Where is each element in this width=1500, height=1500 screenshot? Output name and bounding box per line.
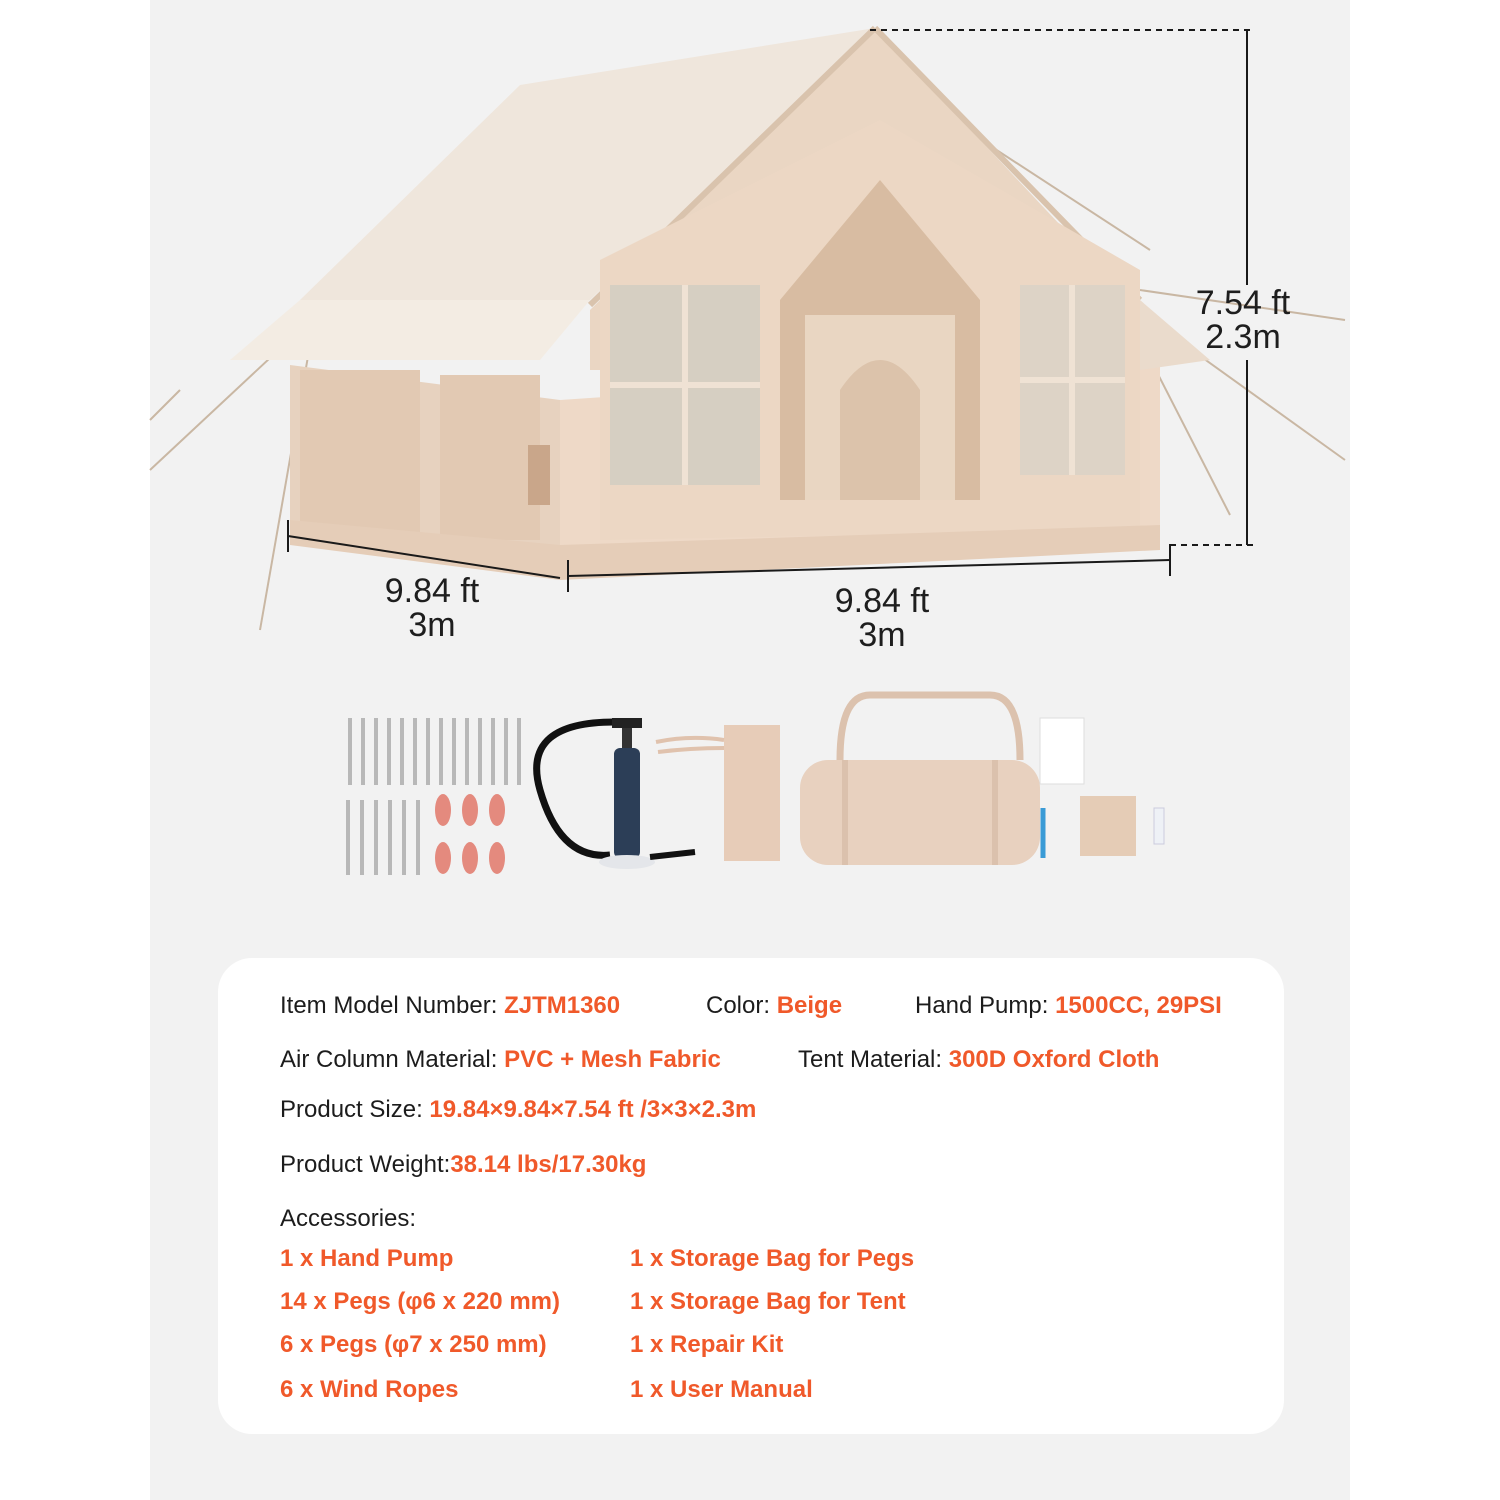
- accessory-item: 1 x Storage Bag for Pegs: [630, 1245, 915, 1272]
- accessory-item: 1 x Repair Kit: [630, 1331, 784, 1358]
- spec-tent-material: [798, 1046, 1159, 1074]
- spec-label: Product Size:: [280, 1096, 423, 1123]
- spec-value: PVC + Mesh Fabric: [504, 1046, 721, 1073]
- spec-model: [280, 992, 620, 1020]
- tent-bag-icon: [800, 695, 1040, 865]
- spec-value: 19.84×9.84×7.54 ft /3×3×2.3m: [429, 1096, 757, 1123]
- depth-dimension-label: [372, 574, 492, 642]
- user-manual-icon: [1040, 718, 1084, 784]
- height-m: 2.3m: [1205, 318, 1281, 356]
- accessories-illustration: [348, 695, 1164, 875]
- accessory-item: 1 x Storage Bag for Tent: [630, 1288, 906, 1315]
- spec-value: Beige: [776, 992, 843, 1019]
- spec-size: [280, 1096, 756, 1124]
- repair-kit-icon: [1043, 796, 1164, 858]
- spec-label: Color:: [706, 992, 771, 1019]
- height-ft: 7.54 ft: [1195, 284, 1291, 322]
- spec-value: 1500CC, 29PSI: [1055, 992, 1222, 1019]
- accessory-item: 1 x Hand Pump: [280, 1245, 454, 1272]
- depth-m: 3m: [408, 606, 456, 644]
- wind-ropes-icon: [435, 794, 505, 874]
- width-ft: 9.84 ft: [834, 582, 930, 620]
- width-m: 3m: [858, 616, 906, 654]
- accessory-item: 6 x Pegs (φ7 x 250 mm): [280, 1331, 547, 1358]
- spec-card: [218, 958, 1284, 1434]
- spec-label: Hand Pump:: [915, 992, 1049, 1019]
- spec-label: Item Model Number:: [280, 992, 498, 1019]
- spec-value: 300D Oxford Cloth: [948, 1046, 1160, 1073]
- spec-label: Product Weight:: [280, 1151, 451, 1178]
- depth-ft: 9.84 ft: [384, 572, 480, 610]
- height-dimension-label: [1188, 286, 1298, 354]
- spec-value: ZJTM1360: [504, 992, 621, 1019]
- spec-value: 38.14 lbs/17.30kg: [450, 1151, 647, 1178]
- width-dimension-label: [822, 584, 942, 652]
- accessory-item: 1 x User Manual: [630, 1376, 813, 1403]
- spec-label: Air Column Material:: [280, 1046, 498, 1073]
- spec-color: [706, 992, 842, 1020]
- peg-bag-icon: [656, 725, 780, 861]
- accessory-item: 14 x Pegs (φ6 x 220 mm): [280, 1288, 560, 1315]
- accessories-heading: Accessories:: [280, 1205, 417, 1232]
- spec-pump: [915, 992, 1222, 1020]
- tent-illustration: [230, 28, 1210, 580]
- spec-label: Tent Material:: [798, 1046, 943, 1073]
- spec-air-column: [280, 1046, 721, 1074]
- accessory-item: 6 x Wind Ropes: [280, 1376, 459, 1403]
- spec-weight: [280, 1151, 646, 1179]
